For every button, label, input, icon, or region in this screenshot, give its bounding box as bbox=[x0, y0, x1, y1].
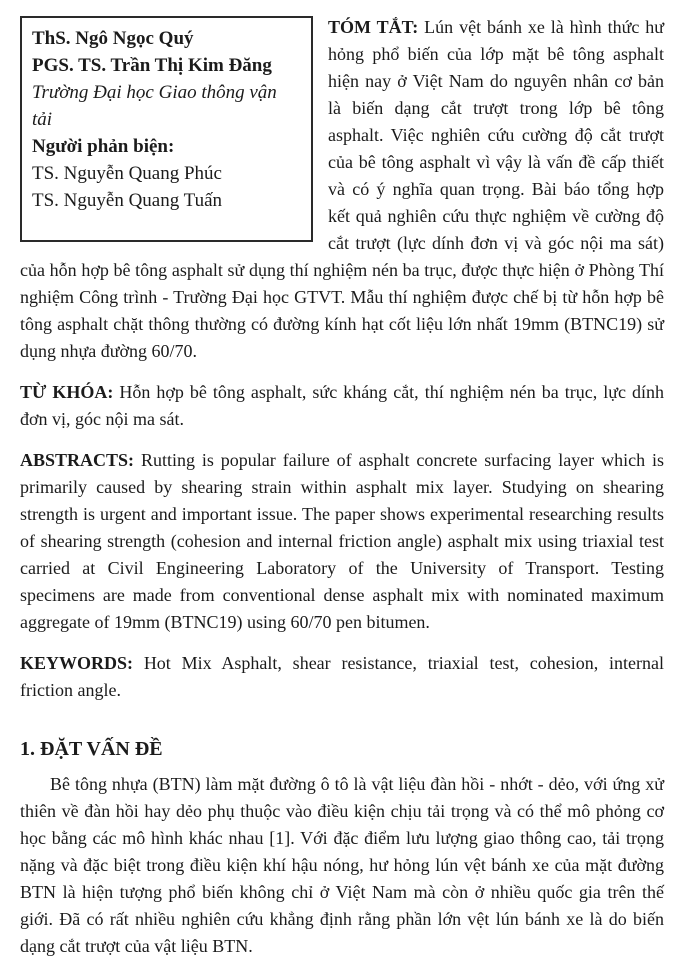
section-1-heading: 1. ĐẶT VẤN ĐỀ bbox=[20, 738, 163, 760]
keywords-vietnamese bbox=[20, 379, 664, 433]
reviewers-heading: Người phản biện: bbox=[32, 136, 175, 157]
affiliation: Trường Đại học Giao thông vận tải bbox=[32, 82, 277, 130]
abstract-en-text: Rutting is popular failure of asphalt concrete surfacing layer which is primarily caused by shearing strain within asphalt mix layer. Studying on shearing strength is urgent and important issue. The paper shows experimental researching results of shearing strength (cohesion and internal friction angle) asphalt mix using triaxial test carried at Civil Engineering Laboratory of the University of Transport. Testing specimens are made from conventional dense asphalt mix with nominated maximum aggregate of 19mm (BTNC19) using 60/70 pen bitumen. bbox=[20, 450, 664, 632]
section-1-paragraph: Bê tông nhựa (BTN) làm mặt đường ô tô là vật liệu đàn hồi - nhớt - dẻo, với ứng xử thiên về đàn hồi hay dẻo phụ thuộc vào điều kiện chịu tải trọng và có thể mô phỏng cơ học bằng các mô hình khác nhau [1]. Với đặc điểm lưu lượng giao thông cao, tải trọng nặng và đặc biệt trong điều kiện khí hậu nóng, hư hỏng lún vệt bánh xe của mặt đường BTN là hiện tượng phổ biến không chỉ ở Việt Nam mà còn ở nhiều quốc gia trên thế giới. Đã có rất nhiều nghiên cứu khẳng định rằng phần lớn vệt lún bánh xe là do biến dạng cắt trượt của vật liệu BTN. bbox=[20, 774, 664, 956]
keywords-en-label: KEYWORDS: bbox=[20, 653, 134, 673]
author-name-2: PGS. TS. Trần Thị Kim Đăng bbox=[32, 55, 272, 76]
keywords-english bbox=[20, 650, 664, 704]
reviewer-2: TS. Nguyễn Quang Tuấn bbox=[32, 190, 223, 211]
reviewer-1: TS. Nguyễn Quang Phúc bbox=[32, 163, 222, 184]
keywords-vi-label: TỪ KHÓA: bbox=[20, 382, 114, 402]
abstract-vi-label: TÓM TẮT: bbox=[328, 17, 419, 37]
abstract-en-label: ABSTRACTS: bbox=[20, 450, 135, 470]
abstract-english bbox=[20, 447, 664, 636]
abstract-vi-text: Lún vệt bánh xe là hình thức hư hỏng phổ biến của lớp mặt bê tông asphalt hiện nay ở Việt Nam do nguyên nhân cơ bản là biến dạng cắt trượt trong lớp bê tông asphalt. Việc nghiên cứu cường độ cắt trượt của bê tông asphalt vì vậy là vấn đề cấp thiết và có ý nghĩa quan trọng. Bài báo tổng hợp kết quả nghiên cứu thực nghiệm về cường độ cắt trượt (lực dính đơn vị và góc nội ma sát) của hỗn hợp bê tông asphalt sử dụng thí nghiệm nén ba trục, được thực hiện ở Phòng Thí nghiệm Công trình - Trường Đại học GTVT. Mẫu thí nghiệm được chế bị từ hỗn hợp bê tông asphalt chặt thông thường có đường kính hạt cốt liệu lớn nhất 19mm (BTNC19) sử dụng nhựa đường 60/70. bbox=[20, 17, 664, 361]
author-name-1: ThS. Ngô Ngọc Quý bbox=[32, 28, 194, 49]
author-box bbox=[20, 16, 313, 242]
keywords-vi-text: Hỗn hợp bê tông asphalt, sức kháng cắt, thí nghiệm nén ba trục, lực dính đơn vị, góc nội ma sát. bbox=[20, 382, 664, 429]
keywords-en-text: Hot Mix Asphalt, shear resistance, triaxial test, cohesion, internal friction angle. bbox=[20, 653, 664, 700]
